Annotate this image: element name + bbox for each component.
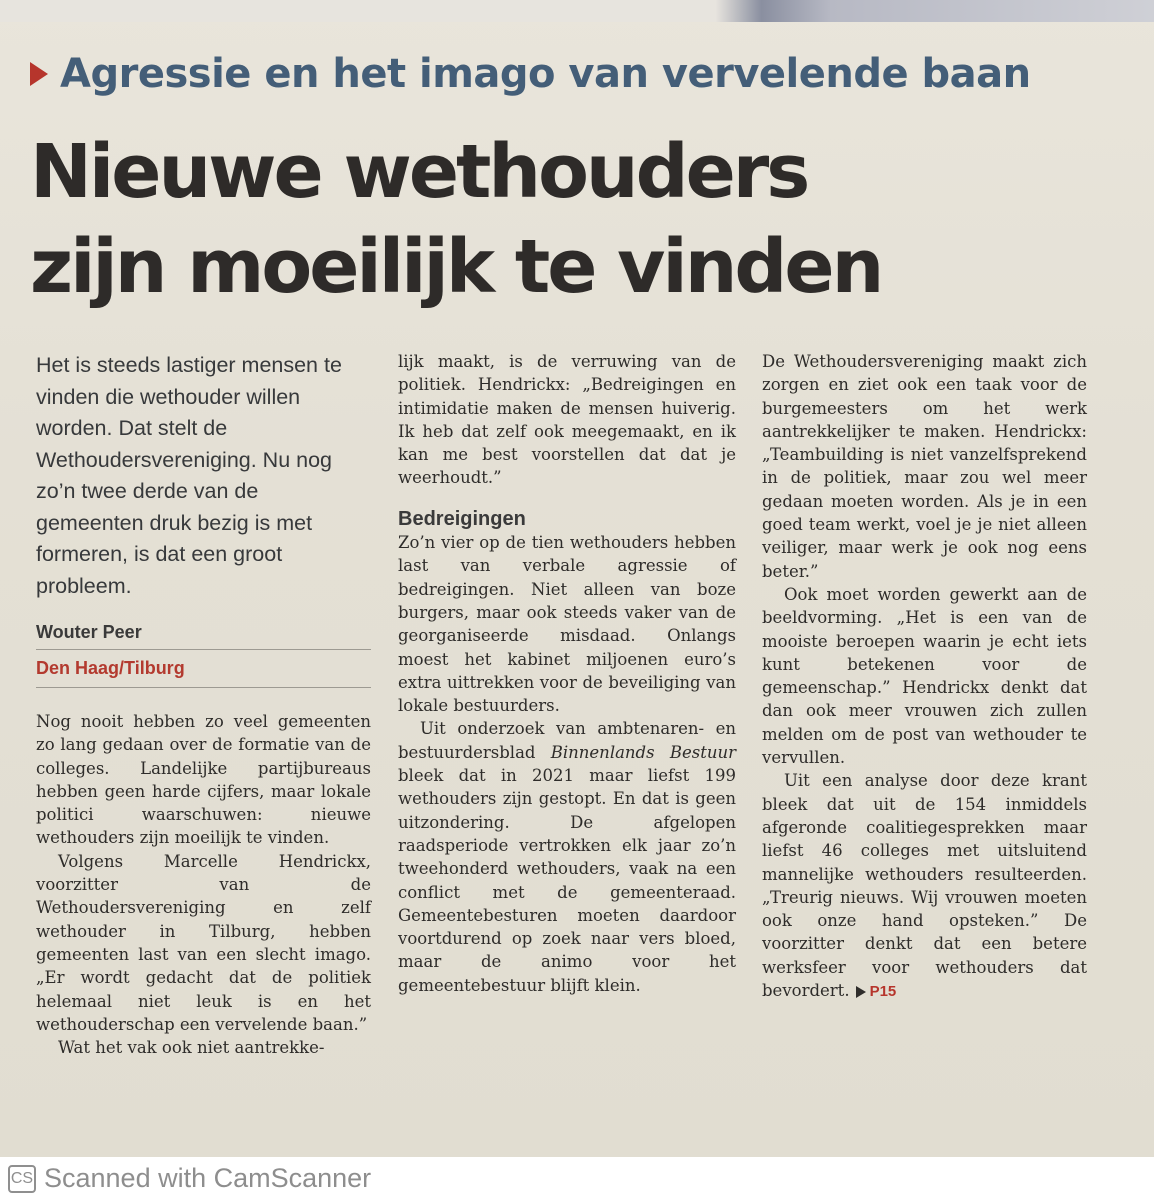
scanner-footer bbox=[0, 1157, 1154, 1200]
kicker-text: Agressie en het imago van vervelende baan bbox=[60, 51, 1031, 97]
page-reference bbox=[856, 980, 897, 1003]
paragraph: Nog nooit hebben zo veel gemeenten zo lang gedaan over de formatie van de colleges. Landelijke partijbureaus hebben geen harde cijfers, maar lokale politici waarschuwen: nieuwe wethouders zijn moeilijk te vinden. bbox=[36, 712, 371, 848]
column-1 bbox=[36, 350, 371, 1059]
column-3 bbox=[762, 350, 1087, 1003]
publication-name: Binnenlands Bestuur bbox=[550, 742, 736, 762]
paragraph: Wat het vak ook niet aantrekke- bbox=[58, 1038, 325, 1058]
paragraph-text: Uit onderzoek van ambtenaren- en bestuurdersblad bbox=[398, 719, 736, 762]
page-reference-label: P15 bbox=[869, 983, 897, 1001]
camscanner-logo-icon: CS bbox=[8, 1165, 36, 1193]
kicker-arrow-icon bbox=[30, 62, 48, 86]
author-byline: Wouter Peer bbox=[36, 622, 371, 650]
paragraph: Ook moet worden gewerkt aan de beeldvorming. „Het is een van de mooiste beroepen waarin je echt iets kunt betekenen voor de gemeenschap.” Hendrickx denkt dat dan ook meer vrouwen zich zullen melden om de post van wethouder te vervullen. bbox=[762, 584, 1087, 768]
dateline: Den Haag/Tilburg bbox=[36, 658, 371, 688]
paragraph: lijk maakt, is de verruwing van de politiek. Hendrickx: „Bedreigingen en intimidatie maken de mensen huiverig. Ik heb dat zelf ook meegemaakt, en ik kan me best voorstellen dat dat je weerhoudt.” bbox=[398, 352, 736, 488]
kicker bbox=[30, 42, 1130, 106]
paragraph bbox=[398, 717, 736, 997]
headline-line-2: zijn moeilijk te vinden bbox=[30, 224, 882, 310]
photo-edge-strip bbox=[0, 0, 1154, 22]
paragraph-text: Uit een analyse door deze krant bleek dat uit de 154 inmiddels afgeronde coalitiegesprekken maar liefst 46 colleges met uitsluitend mannelijke wethouders resulteerden. „Treurig nieuws. Wij vrouwen moeten ook onze hand opsteken.” De voorzitter denkt dat een betere werksfeer voor wethouders dat bevordert. bbox=[762, 771, 1087, 1001]
column-2 bbox=[398, 350, 736, 997]
headline bbox=[30, 125, 1130, 315]
scanner-watermark-text: Scanned with CamScanner bbox=[44, 1163, 372, 1193]
paragraph: De Wethoudersvereniging maakt zich zorgen en ziet ook een taak voor de burgemeesters om het werk aantrekkelijker te maken. Hendrickx: „Teambuilding is niet vanzelfsprekend in de politiek, maar zou wel meer gedaan moeten worden. Als je in een goed team werkt, voel je je niet alleen veiliger, maar werk je ook nog eens beter.” bbox=[762, 352, 1087, 581]
paragraph-text: bleek dat in 2021 maar liefst 199 wethouders zijn gestopt. En dat is geen uitzondering. De afgelopen raadsperiode vertrokken elk jaar zo’n tweehonderd wethouders, vaak na een conflict met de gemeenteraad. Gemeentebesturen moeten daardoor voortdurend op zoek naar vers bloed, maar de animo voor het gemeentebestuur blijft klein. bbox=[398, 766, 736, 995]
paragraph bbox=[762, 769, 1087, 1003]
subheading: Bedreigingen bbox=[398, 507, 526, 530]
column-2-body bbox=[398, 350, 736, 997]
paragraph: Volgens Marcelle Hendrickx, voorzitter van de Wethoudersvereniging en zelf wethouder in Tilburg, hebben gemeenten last van een slecht imago. „Er wordt gedacht dat de politiek helemaal niet leuk is en het wethouderschap een vervelende baan.” bbox=[36, 851, 371, 1034]
column-1-body bbox=[36, 710, 371, 1059]
arrow-right-icon bbox=[856, 986, 866, 998]
paragraph: Zo’n vier op de tien wethouders hebben last van verbale agressie of bedreigingen. Niet alleen van boze burgers, maar ook steeds vaker van de georganiseerde misdaad. Onlangs moest het kabinet miljoenen euro’s extra uittrekken voor de beveiliging van lokale bestuurders. bbox=[398, 533, 736, 716]
column-3-body bbox=[762, 350, 1087, 1003]
lead-paragraph: Het is steeds lastiger mensen te vinden die wethouder willen worden. Dat stelt de Wethoudersvereniging. Nu nog zo’n twee derde van de gemeenten druk bezig is met formeren, is dat een groot probleem. bbox=[36, 353, 342, 598]
headline-line-1: Nieuwe wethouders bbox=[30, 129, 808, 215]
